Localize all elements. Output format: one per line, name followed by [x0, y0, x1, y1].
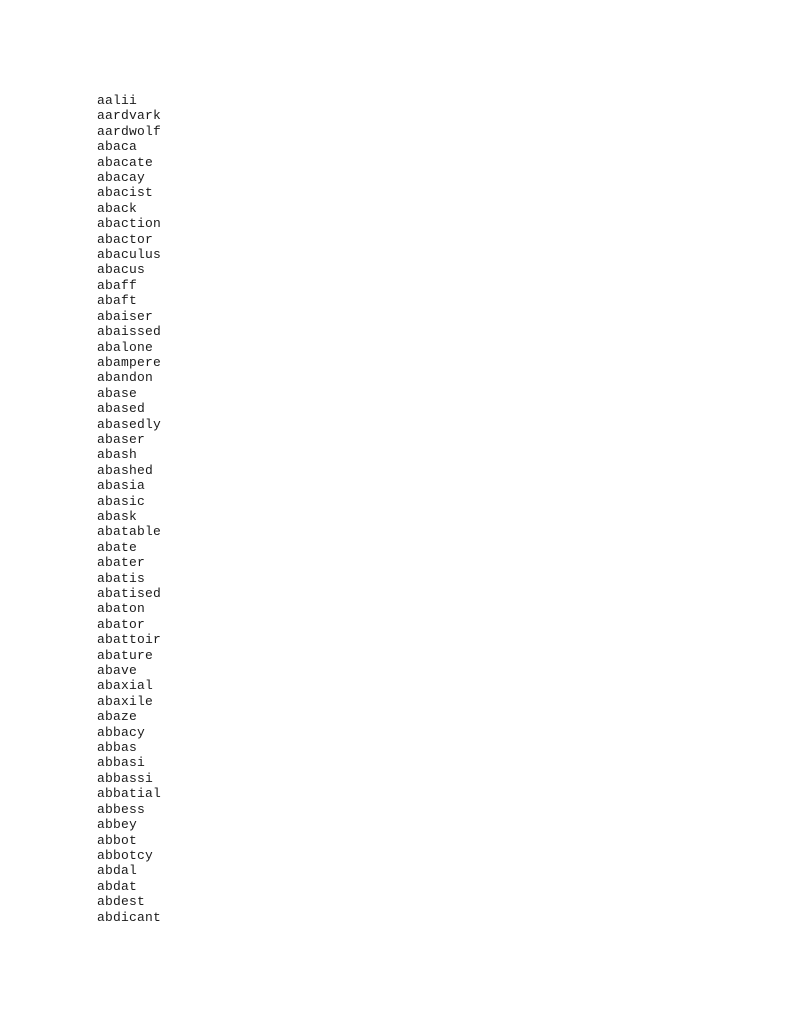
word-list-item: abbacy [97, 724, 146, 740]
word-list-item: abaze [97, 709, 138, 725]
word-list-item: abattoir [97, 632, 162, 648]
word-list-item: abaction [97, 216, 162, 232]
word-list-item: abbot [97, 832, 138, 848]
word-list-item: abampere [97, 354, 162, 370]
word-list-item: abacist [97, 185, 154, 201]
word-list-item: abdal [97, 863, 138, 879]
word-list-item: abbey [97, 817, 138, 833]
word-list-item: abask [97, 508, 138, 524]
word-list-item: abashed [97, 462, 154, 478]
word-list-item: abalone [97, 339, 154, 355]
word-list-item: abase [97, 385, 138, 401]
word-list-item: abater [97, 555, 146, 571]
word-list-item: abasedly [97, 416, 162, 432]
word-list-item: abbess [97, 801, 146, 817]
word-list-item: abatis [97, 570, 146, 586]
word-list-item: abdat [97, 878, 138, 894]
word-list-item: abbotcy [97, 847, 154, 863]
word-list-item: abasia [97, 478, 146, 494]
word-list-item: abate [97, 539, 138, 555]
word-list-item: abaissed [97, 324, 162, 340]
word-list-item: abaff [97, 277, 138, 293]
word-list [97, 93, 161, 925]
word-list-item: abacus [97, 262, 146, 278]
word-list-item: abaca [97, 139, 138, 155]
word-list-item: abased [97, 401, 146, 417]
word-list-item: aback [97, 200, 138, 216]
word-list-item: aardwolf [97, 123, 162, 139]
word-list-item: abasic [97, 493, 146, 509]
word-list-item: abature [97, 647, 154, 663]
word-list-item: abash [97, 447, 138, 463]
word-list-item: abacay [97, 170, 146, 186]
word-list-item: abaton [97, 601, 146, 617]
word-list-item: abatable [97, 524, 162, 540]
word-list-item: abatised [97, 586, 162, 601]
word-list-item: abator [97, 616, 146, 632]
word-list-item: abdicant [97, 909, 162, 925]
word-list-item: abaculus [97, 247, 162, 263]
word-list-item: abbatial [97, 786, 162, 802]
word-list-item: abactor [97, 231, 154, 247]
word-list-item: aardvark [97, 108, 162, 124]
word-list-item: abaxial [97, 678, 154, 694]
word-list-item: abaxile [97, 693, 154, 709]
word-list-item: aalii [97, 93, 138, 108]
word-list-item: abave [97, 663, 138, 679]
word-list-item: abaiser [97, 308, 154, 324]
word-list-item: abbassi [97, 770, 154, 786]
word-list-item: abaft [97, 293, 138, 309]
word-list-item: abacate [97, 154, 154, 170]
word-list-item: abandon [97, 370, 154, 386]
word-list-item: abdest [97, 894, 146, 910]
word-list-item: abaser [97, 431, 146, 447]
word-list-item: abbasi [97, 755, 146, 771]
word-list-item: abbas [97, 740, 138, 756]
